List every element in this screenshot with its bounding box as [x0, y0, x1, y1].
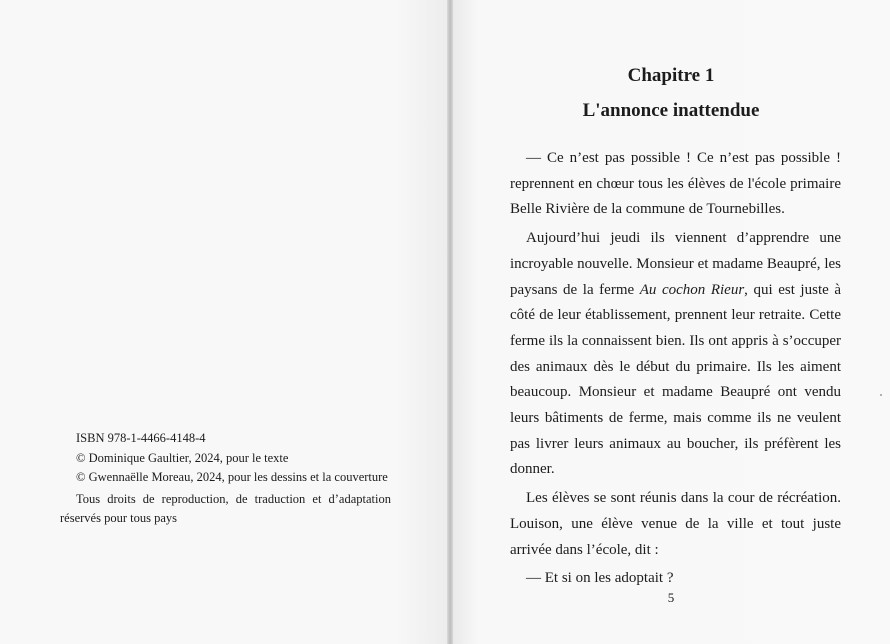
paragraph-4: — Et si on les adoptait ? — [526, 570, 674, 587]
chapter-title: L'annonce inattendue — [582, 100, 760, 121]
copyright-illustrations-line: © Gwennaëlle Moreau, 2024, pour les dessins et la couverture — [76, 470, 388, 484]
chapter-body — [510, 146, 841, 595]
book-gutter — [447, 0, 453, 644]
paragraph-3: Les élèves se sont réunis dans la cour de récréation. Louison, une élève venue de la ville et tout juste arrivée dans l’école, dit : — [510, 490, 841, 558]
rights-reserved-line: Tous droits de reproduction, de traduction et d’adaptation réservés pour tous pays — [60, 491, 391, 525]
page-number: 5 — [667, 590, 675, 605]
isbn-line: ISBN 978-1-4466-4148-4 — [76, 431, 206, 445]
paragraph-2-end: , qui est juste à côté de leur établissement, prennent leur retraite. Cette ferme ils la connaissent bien. Ils ont appris à s’occuper des animaux dès le début du primaire. Ils les aiment beaucoup. Monsieur et madame Beaupré ont vendu leurs bâtiments de ferme, mais comme ils ne veulent pas livrer leurs animaux au boucher, ils préfèrent les donner. — [510, 281, 841, 478]
chapter-label: Chapitre 1 — [627, 65, 715, 86]
paragraph-2 — [510, 226, 841, 483]
paragraph-2-start: Aujourd’hui jeudi ils viennent d’apprendre une incroyable nouvelle. Monsieur et madame Beaupré, les paysans de la ferme — [510, 230, 841, 298]
colophon — [60, 429, 391, 529]
farm-name: Au cochon Rieur — [639, 281, 745, 298]
paper-speck — [880, 394, 882, 396]
copyright-text-line: © Dominique Gaultier, 2024, pour le texte — [76, 450, 289, 465]
paragraph-1: — Ce n’est pas possible ! Ce n’est pas possible ! reprennent en chœur tous les élèves de l'école primaire Belle Rivière de la commune de Tournebilles. — [510, 150, 841, 218]
